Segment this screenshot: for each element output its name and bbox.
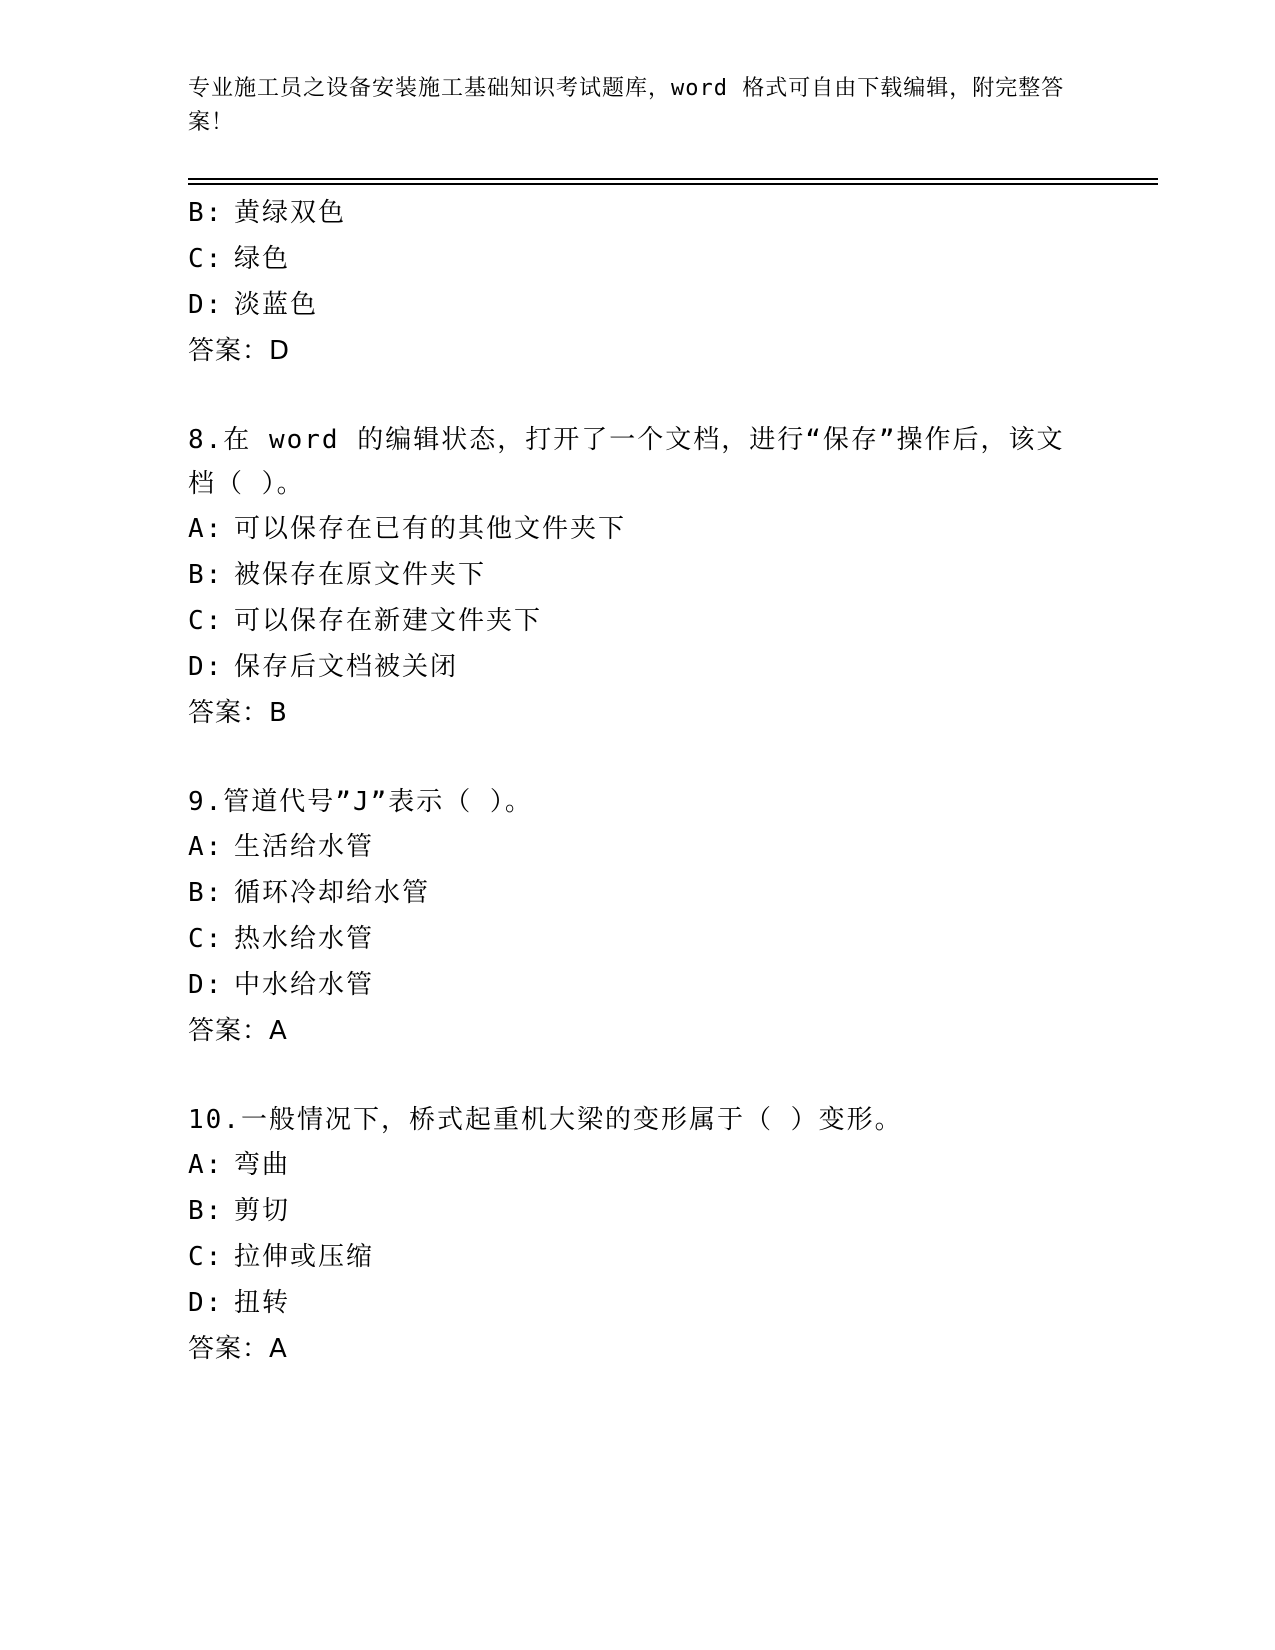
option-d	[188, 644, 1088, 690]
option-label: A:	[188, 832, 224, 862]
option-text: 黄绿双色	[234, 198, 347, 228]
question-stem: 10.一般情况下，桥式起重机大梁的变形属于（ ）变形。	[188, 1105, 903, 1135]
document-header: 专业施工员之设备安装施工基础知识考试题库，word 格式可自由下载编辑，附完整答案！	[188, 76, 1065, 135]
option-text: 淡蓝色	[234, 290, 319, 320]
option-text: 剪切	[234, 1196, 291, 1226]
question-10	[188, 1098, 1088, 1372]
option-b	[188, 870, 1088, 916]
question-stem: 8.在 word 的编辑状态，打开了一个文档，进行“保存”操作后，该文档（ ）。	[188, 425, 1065, 499]
question-7-partial	[188, 190, 1088, 374]
option-text: 中水给水管	[234, 970, 375, 1000]
option-c	[188, 598, 1088, 644]
option-text: 热水给水管	[234, 924, 375, 954]
option-a	[188, 506, 1088, 552]
option-text: 生活给水管	[234, 832, 375, 862]
option-label: B:	[188, 878, 224, 908]
option-label: D:	[188, 652, 224, 682]
header-divider-top	[188, 178, 1158, 180]
option-label: C:	[188, 606, 224, 636]
option-d	[188, 962, 1088, 1008]
option-label: D:	[188, 970, 224, 1000]
option-text: 保存后文档被关闭	[234, 652, 459, 682]
header-divider-bottom	[188, 183, 1158, 185]
answer-line: 答案：B	[188, 698, 288, 728]
option-a	[188, 824, 1088, 870]
answer-line: 答案：A	[188, 1334, 288, 1364]
option-label: B:	[188, 198, 224, 228]
option-b	[188, 1188, 1088, 1234]
option-c	[188, 236, 1088, 282]
option-c	[188, 916, 1088, 962]
option-text: 拉伸或压缩	[234, 1242, 375, 1272]
option-label: C:	[188, 1242, 224, 1272]
option-label: B:	[188, 1196, 224, 1226]
option-label: A:	[188, 514, 224, 544]
option-c	[188, 1234, 1088, 1280]
option-text: 循环冷却给水管	[234, 878, 431, 908]
question-8	[188, 418, 1088, 736]
option-label: A:	[188, 1150, 224, 1180]
option-label: C:	[188, 924, 224, 954]
answer-line: 答案：A	[188, 1016, 288, 1046]
question-stem: 9.管道代号”J”表示（ ）。	[188, 787, 533, 817]
answer-line: 答案：D	[188, 336, 291, 366]
option-label: C:	[188, 244, 224, 274]
option-label: D:	[188, 1288, 224, 1318]
option-a	[188, 1142, 1088, 1188]
option-d	[188, 282, 1088, 328]
option-text: 可以保存在新建文件夹下	[234, 606, 543, 636]
question-list	[188, 190, 1088, 1372]
option-text: 弯曲	[234, 1150, 291, 1180]
option-b	[188, 190, 1088, 236]
option-label: D:	[188, 290, 224, 320]
question-9	[188, 780, 1088, 1054]
option-text: 可以保存在已有的其他文件夹下	[234, 514, 627, 544]
option-text: 扭转	[234, 1288, 291, 1318]
option-b	[188, 552, 1088, 598]
option-text: 绿色	[234, 244, 291, 274]
option-d	[188, 1280, 1088, 1326]
option-label: B:	[188, 560, 224, 590]
option-text: 被保存在原文件夹下	[234, 560, 487, 590]
